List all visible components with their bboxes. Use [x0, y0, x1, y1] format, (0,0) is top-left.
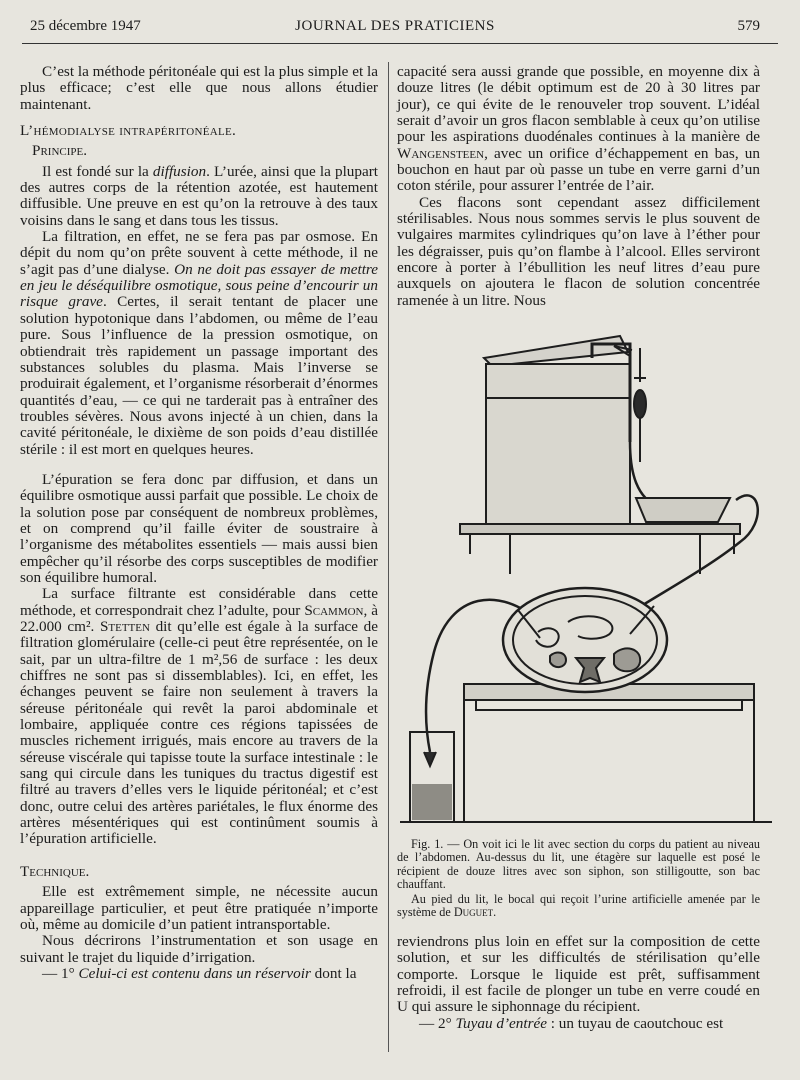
running-header — [30, 18, 760, 40]
journal-title: JOURNAL DES PRATICIENS — [295, 18, 495, 34]
paragraph-tuyau: — 2° Tuyau d’entrée : un tuyau de caoutchouc est — [419, 1014, 724, 1032]
caption-line-1: Fig. 1. — On voit ici le lit avec section du corps du patient au niveau de l’abdomen. Au-dessus du lit, une étagère sur laquelle est posé le récipient de douze litres avec son siphon, son stilligoutte, son bac chauffant. — [397, 837, 760, 891]
paragraph-technique: Elle est extrêmement simple, ne nécessite aucun appareillage particulier, et peut être pratiquée n’importe où, même au domicile d’un patient intransportable. — [20, 883, 378, 933]
caption-line-2: Au pied du lit, le bocal qui reçoit l’urine artificielle amenée par le système de Duguet. — [397, 892, 760, 920]
figure-caption — [397, 838, 760, 922]
page-number: 579 — [737, 18, 760, 34]
left-column — [20, 64, 378, 982]
paragraph-instrumentation: Nous décrirons l’instrumentation et son usage en suivant le trajet du liquide d’irrigation. — [20, 932, 378, 966]
paragraph-reservoir-start: — 1° Celui-ci est contenu dans un réservoir dont la — [42, 964, 357, 982]
paragraph-diffusion: Il est fondé sur la diffusion. L’urée, ainsi que la plupart des autres corps de la rétention azotée, est hautement diffusible. Une preuve en est qu’on la retrouve à des taux voisins dans le sang et dans tous les tissus. — [20, 162, 378, 229]
paragraph-composition: reviendrons plus loin en effet sur la composition de cette solution, et sur les difficultés de stérilisation qu’elle comporte. Lorsque le liquide est prêt, suffisamment refroidi, il est facile de plonger un tube en verre coudé en U qui assure le siphonnage du récipient. — [397, 933, 760, 1016]
right-column-bottom — [397, 934, 760, 1032]
subheading-technique: Technique. — [20, 862, 90, 880]
paragraph-intro: C’est la méthode péritonéale qui est la plus simple et la plus efficace; c’est elle que nous allons étudier maintenant. — [20, 63, 378, 113]
right-column-top — [397, 64, 760, 309]
column-divider — [388, 62, 389, 1052]
section-heading-hemodialyse: L’hémodialyse intrapéritonéale. — [20, 122, 237, 140]
issue-date: 25 décembre 1947 — [30, 18, 141, 34]
header-rule — [22, 43, 778, 44]
paragraph-filtration: La filtration, en effet, ne se fera pas par osmose. En dépit du nom qu’on prête souvent à cette méthode, il ne s’agit pas d’une dialyse. On ne doit pas essayer de mettre en jeu le déséquilibre osmotique, sous peine d’encourir un risque grave. Certes, il serait tentant de placer une solution hypotonique dans l’abdomen, ou même de l’eau pure. Sous l’influence de la pression osmotique, on obtiendrait très rapidement un passage important des substances solubles du plasma. Mais l’inverse se produirait également, et l’organisme résorberait d’énormes quantités d’eau, — ce qui ne tarderait pas à entraîner des troubles sévères. Nous avons injecté à un chien, dans la cavité péritonéale, le dixième de son poids d’eau distillée stérile : il est mort en quelques heures. — [20, 228, 378, 458]
paragraph-surface: La surface filtrante est considérable dans cette méthode, et correspondrait chez l’adulte, pour Scammon, à 22.000 cm². Stetten dit qu’elle est égale à la surface de filtration glomérulaire (celle-ci peut être représentée, on le sait, par un ultra-filtre de 1 m²,56 de surface : les deux chiffres ne sont pas si dissemblables). Ici, en effet, les échanges peuvent se faire non seulement à travers la séreuse péritonéale qui revêt la paroi abdominale et lombaire, appliquée contre ces régions tapissées de muscles richement irrigués, mais encore au travers de la séreuse viscérale qui tapisse toute la surface intestinale : le sang qui circule dans les tuniques du tractus digestif est filtré au travers d’elles vers le liquide péritonéal; et c’est donc, outre celui des artères pariétales, le flux énorme des artères mésentériques qui est continûment soumis à l’épuration artificielle. — [20, 585, 379, 848]
paragraph-epuration: L’épuration se fera donc par diffusion, et dans un équilibre osmotique aussi parfait que possible. Le choix de la solution pose par conséquent de nombreux problèmes, et on comprend qu’il faille éviter de soustraire à l’organisme des métabolites essentiels — mais aussi bien empêcher qu’il résorbe des corps susceptibles de modifier son équilibre humoral. — [20, 470, 378, 586]
paragraph-flacons: Ces flacons sont cependant assez difficilement stérilisables. Nous nous sommes servis le plus souvent de vulgaires marmites cylindriques qu’on lave à l’éther pour les dégraisser, puis qu’on flambe à l’alcool. Elles serviront encore à porter à l’ébullition les neuf litres d’eau pure auxquels on ajoutera le flacon de solution concentrée ramenée à un litre. Nous — [397, 193, 760, 309]
figure-apparatus-illustration — [400, 322, 772, 832]
paragraph-capacite: capacité sera aussi grande que possible, en moyenne dix à douze litres (le débit optimum est de 20 à 30 litres par jour), ce qui évite de le renouveler trop souvent. L’idéal serait d’avoir un gros flacon semblable à ceux qu’on utilise pour les aspirations duodénales continues à la manière de Wangensteen, avec un orifice d’échappement en bas, un bouchon en haut par où passe un tube en verre garni d’un coton stérile, pour assurer l’entrée de l’air. — [397, 63, 760, 195]
subheading-principe: Principe. — [32, 142, 88, 160]
